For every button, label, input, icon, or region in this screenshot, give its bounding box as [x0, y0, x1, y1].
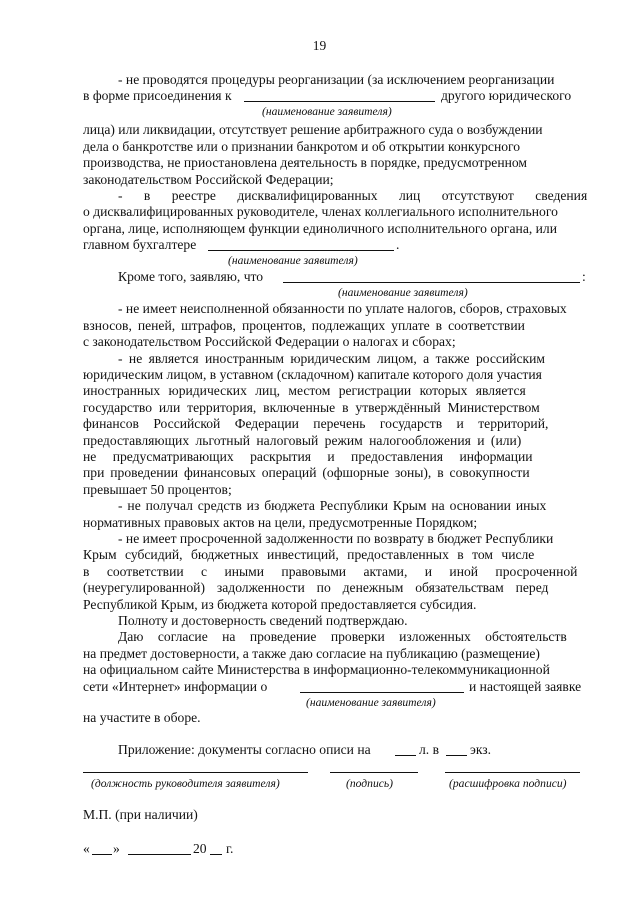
applicant-blank-2: [208, 250, 394, 251]
p1-line-5: производства, не приостановлена деятельность в порядке, предусмотренном: [83, 155, 528, 170]
day-blank: [92, 854, 112, 855]
p2-line-4a: главном бухгалтере: [83, 237, 197, 252]
p4-line-2: взносов, пеней, штрафов, процентов, подлежащих уплате в соответствии: [83, 318, 525, 333]
decoding-caption: (расшифровка подписи): [449, 777, 567, 790]
p7-line-5: Республикой Крым, из бюджета которой предоставляется субсидия.: [83, 597, 477, 612]
position-signature-line: [83, 772, 308, 773]
p9-line-4a: сети «Интернет» информации о: [83, 679, 268, 694]
p9-line-4b: и настоящей заявке: [469, 679, 582, 694]
p1-line-2a: в форме присоединения к: [83, 88, 232, 103]
p3-line-1a: Кроме того, заявляю, что: [118, 269, 264, 284]
date-open-quote: «: [83, 841, 90, 856]
p4-line-3: с законодательством Российской Федерации о налогах и сборах;: [83, 334, 456, 349]
page-number: 19: [312, 38, 327, 53]
p9-line-5: на участите в оборе.: [83, 710, 201, 725]
p7-line-3: в соответствии с иными правовыми актами, и иной просроченной: [83, 564, 578, 579]
p2-line-4b: .: [396, 237, 400, 252]
p5-line-5: финансов Российской Федерации перечень государств и территорий,: [83, 416, 549, 431]
p1-line-6: законодательством Российской Федерации;: [83, 172, 334, 187]
signature-line: [330, 772, 418, 773]
p5-line-1: - не является иностранным юридическим лицом, а также российским: [118, 351, 546, 366]
p1-line-1: - не проводятся процедуры реорганизации (за исключением реорганизации: [118, 72, 555, 87]
decoding-signature-line: [445, 772, 580, 773]
date-close-quote: »: [113, 841, 120, 856]
month-blank: [128, 854, 191, 855]
p5-line-3: иностранных юридических лиц, местом регистрации которых является: [83, 383, 526, 398]
copies-blank: [446, 755, 467, 756]
p7-line-2: Крым субсидий, бюджетных инвестиций, предоставленных в том числе: [83, 547, 535, 562]
applicant-caption-1: (наименование заявителя): [262, 105, 392, 118]
p1-line-2b: другого юридического: [441, 88, 572, 103]
applicant-caption-3: (наименование заявителя): [338, 286, 468, 299]
p5-line-4: государство или территория, включенные в утверждённый Министерством: [83, 400, 540, 415]
date-year-suffix: г.: [226, 841, 234, 856]
position-caption: (должность руководителя заявителя): [91, 777, 280, 790]
appendix-line-a: Приложение: документы согласно описи на: [118, 742, 371, 757]
p8-line-1: Полноту и достоверность сведений подтверждаю.: [118, 613, 408, 628]
p9-line-1: Даю согласие на проведение проверки изложенных обстоятельств: [118, 629, 567, 644]
p3-line-1b: :: [582, 269, 586, 284]
year-blank: [210, 854, 222, 855]
applicant-blank-1: [244, 101, 435, 102]
p5-line-6: предоставляющих льготный налоговый режим налогообложения и (или): [83, 433, 522, 448]
p2-line-2: о дисквалифицированных руководителе, членах коллегиального исполнительного: [83, 204, 558, 219]
p5-line-9: превышает 50 процентов;: [83, 482, 232, 497]
applicant-blank-4: [300, 692, 464, 693]
p7-line-4: (неурегулированной) задолженности по денежным обязательствам перед: [83, 580, 549, 595]
p2-line-3: органа, лице, исполняющем функции единоличного исполнительного органа, или: [83, 221, 557, 236]
applicant-blank-3: [283, 282, 580, 283]
p9-line-2: на предмет достоверности, а также даю согласие на публикацию (размещение): [83, 646, 540, 661]
p2-line-1: - в реестре дисквалифицированных лиц отсутствуют сведения: [118, 188, 588, 203]
p5-line-2: юридическим лицом, в уставном (складочном) капитале которого доля участия: [83, 367, 542, 382]
p1-line-3: лица) или ликвидации, отсутствует решение арбитражного суда о возбуждении: [83, 122, 543, 137]
p5-line-8: при проведении финансовых операций (офшорные зоны), в совокупности: [83, 465, 530, 480]
signature-caption: (подпись): [346, 777, 394, 790]
p6-line-1: - не получал средств из бюджета Республики Крым на основании иных: [118, 498, 547, 513]
p5-line-7: не предусматривающих раскрытия и предоставления информации: [83, 449, 533, 464]
p7-line-1: - не имеет просроченной задолженности по возврату в бюджет Республики: [118, 531, 554, 546]
applicant-caption-2: (наименование заявителя): [228, 254, 358, 267]
applicant-caption-4: (наименование заявителя): [306, 696, 436, 709]
p6-line-2: нормативных правовых актов на цели, предусмотренные Порядком;: [83, 515, 478, 530]
p9-line-3: на официальном сайте Министерства в информационно-телекоммуникационной: [83, 662, 550, 677]
date-year-prefix: 20: [193, 841, 207, 856]
p1-line-4: дела о банкротстве или о признании банкротом и об открытии конкурсного: [83, 139, 521, 154]
appendix-line-b: л. в: [419, 742, 439, 757]
stamp-note: М.П. (при наличии): [83, 807, 198, 822]
pages-blank: [395, 755, 416, 756]
p4-line-1: - не имеет неисполненной обязанности по уплате налогов, сборов, страховых: [118, 301, 567, 316]
appendix-line-c: экз.: [470, 742, 492, 757]
